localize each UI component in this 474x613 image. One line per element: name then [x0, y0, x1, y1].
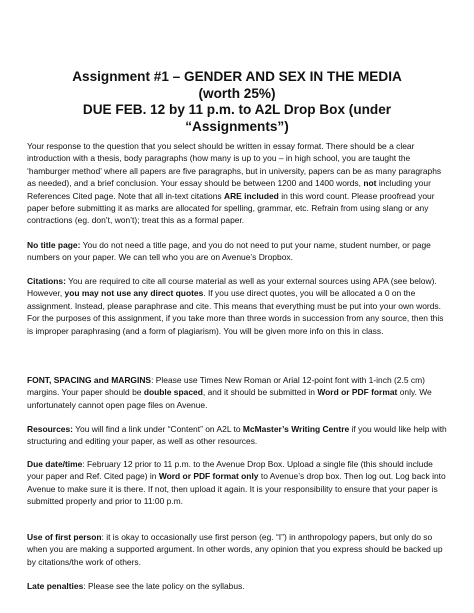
- resources-label: Resources:: [27, 424, 73, 434]
- font-text-2: , and it should be submitted in: [202, 387, 318, 398]
- resources-bold-writing-centre: McMaster’s Writing Centre: [242, 424, 350, 434]
- intro-text-3: in this word count. Please proofread your paper before submitting it as marks are allocated for spelling, grammar, etc. Refrain from using slang or any contractions (eg. don’t, won’t); treat this as a formal paper.: [27, 190, 435, 226]
- title-page-paragraph: [27, 239, 449, 264]
- intro-bold-are-included: ARE included: [223, 190, 279, 201]
- font-bold-double-spaced: double spaced: [143, 387, 203, 398]
- resources-text-2: if you would like help with structuring and editing your paper, as well as other resources.: [27, 424, 447, 447]
- first-person-label: Use of first person: [27, 532, 102, 542]
- resources-text-1: You will find a link under “Content” on A2L to: [72, 424, 243, 434]
- intro-paragraph: [27, 140, 449, 227]
- first-person-text: : it is okay to occasionally use first person (eg. “I”) in anthropology papers, but only do so when you are making a supported argument. In other words, any opinion that you express should be backed up by citations/the work of others.: [27, 532, 443, 567]
- first-person-paragraph: [27, 531, 449, 568]
- due-date-heading: DUE FEB. 12 by 11 p.m. to A2L Drop Box (under “Assignments”): [82, 102, 392, 134]
- font-text-1: : Please use Times New Roman or Arial 12-point font with 1-inch (2.5 cm) margins. Your paper should be: [27, 375, 425, 398]
- font-label: FONT, SPACING and MARGINS: [27, 375, 152, 385]
- intro-text-2: including your References Cited page. Note that all in-text citations: [27, 178, 431, 201]
- citations-bold-no-quotes: you may not use any direct quotes: [64, 288, 204, 299]
- late-penalties-paragraph: [27, 580, 449, 592]
- title-page-label: No title page:: [27, 240, 81, 250]
- due-text-1: : February 12 prior to 11 p.m. to the Avenue Drop Box. Upload a single file (this should include your paper and Ref. Cited page) in: [27, 459, 433, 482]
- citations-text-2: . If you use direct quotes, you will be allocated a 0 on the assignment. Instead, please paraphrase and cite. This means that everything must be put into your own words. For the purposes of this assignment, if you take more than three words in succession from any source, then this is improper paraphrasing (and a form of plagiarism). You will be given more info on this in class.: [27, 288, 444, 336]
- intro-bold-not: not: [363, 178, 377, 189]
- due-date-paragraph: [27, 458, 449, 508]
- due-bold-format: Word or PDF format only: [158, 471, 259, 482]
- font-text-3: only. We unfortunately cannot open page files on Avenue.: [27, 387, 432, 410]
- due-date-label: Due date/time: [27, 459, 83, 469]
- assignment-title: Assignment #1 – GENDER AND SEX IN THE MEDIA (worth 25%): [72, 69, 402, 101]
- citations-label: Citations:: [27, 276, 66, 286]
- citations-paragraph: [27, 275, 449, 337]
- late-penalties-label: Late penalties: [27, 581, 84, 591]
- resources-paragraph: [27, 423, 449, 448]
- font-paragraph: [27, 374, 449, 411]
- citations-text-1: You are required to cite all course material as well as your external sources using APA (see below). However,: [27, 276, 437, 299]
- late-penalties-text: : Please see the late policy on the syllabus.: [83, 581, 245, 591]
- title-page-text: You do not need a title page, and you do not need to put your name, student number, or page numbers on your paper. We can tell who you are on Avenue’s Dropbox.: [27, 240, 431, 263]
- due-text-2: to Avenue’s drop box. Then log out. Log back into Avenue to make sure it is there. If not, then upload it again. It is your responsibility to ensure that your paper is submitted properly and prior to 11:00 p.m.: [27, 471, 446, 507]
- font-bold-format: Word or PDF format: [317, 387, 398, 398]
- intro-text-1: Your response to the question that you select should be written in essay format. There should be a clear introduction with a thesis, body paragraphs (how many is up to you – in high school, you are taught the ‘hamburger method’ where all papers are five paragraphs, but in university, papers can be as many paragraphs as needed), and a brief conclusion. Your essay should be between 1200 and 1400 words,: [27, 141, 442, 189]
